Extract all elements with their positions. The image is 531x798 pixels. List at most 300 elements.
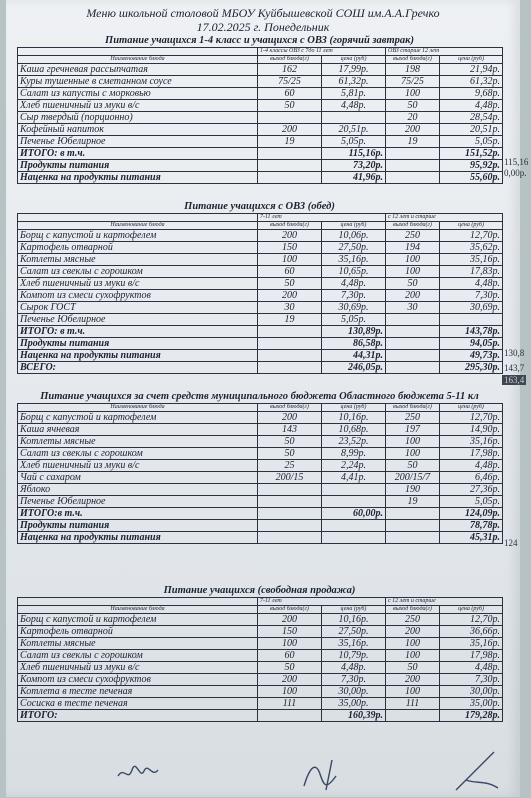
- total-label: ИТОГО: в т.ч.: [18, 326, 258, 338]
- menu-row: [18, 698, 503, 710]
- dish-name: Компот из смеси сухофруктов: [18, 674, 258, 686]
- column-header: выход блюда(г): [386, 404, 440, 412]
- menu-row: [18, 662, 503, 674]
- dish-price: 36,66р.: [440, 626, 503, 638]
- margin-note: 143,7: [504, 363, 525, 373]
- blank-cell: [386, 338, 440, 350]
- blank-cell: [386, 508, 440, 520]
- dish-name: Печенье Юбелирное: [18, 496, 258, 508]
- portion-weight: 19: [386, 136, 440, 148]
- menu-row: [18, 136, 503, 148]
- blank-cell: [258, 710, 322, 722]
- menu-row: [18, 472, 503, 484]
- dish-price: 35,16р.: [440, 254, 503, 266]
- dish-price: 4,48р.: [322, 100, 386, 112]
- menu-table: [17, 597, 503, 722]
- total-value: 86,58р.: [322, 338, 386, 350]
- menu-row: [18, 638, 503, 650]
- total-label: ВСЕГО:: [18, 362, 258, 374]
- section-budget-meals: [17, 390, 502, 544]
- portion-weight: [258, 496, 322, 508]
- dish-price: 10,16р.: [322, 614, 386, 626]
- dish-name: Салат из свеклы с горошком: [18, 448, 258, 460]
- portion-weight: 200/15/7: [386, 472, 440, 484]
- portion-weight: 50: [386, 100, 440, 112]
- total-value: 78,78р.: [440, 520, 503, 532]
- dish-price: 5,05р.: [440, 136, 503, 148]
- dish-price: 17,98р.: [440, 448, 503, 460]
- menu-row: [18, 436, 503, 448]
- portion-weight: 75/25: [386, 76, 440, 88]
- dish-name: Салат из капусты с морковью: [18, 88, 258, 100]
- total-value: 160,39р.: [322, 710, 386, 722]
- portion-weight: 100: [386, 88, 440, 100]
- menu-date: 17.02.2025 г. Понедельник: [196, 20, 330, 34]
- section-title: Питание учащихся с ОВЗ (обед): [184, 201, 335, 212]
- total-label: Продукты питания: [18, 520, 258, 532]
- portion-weight: 143: [258, 424, 322, 436]
- portion-weight: 200: [258, 230, 322, 242]
- total-value: 60,00р.: [322, 508, 386, 520]
- column-header: выход блюда(г): [386, 606, 440, 614]
- portion-weight: 100: [386, 638, 440, 650]
- group-label: ОВЗ старше 12 лет: [386, 48, 503, 56]
- group-header-row: [18, 214, 503, 222]
- margin-note: 124: [504, 538, 518, 548]
- portion-weight: 100: [386, 650, 440, 662]
- portion-weight: 200: [258, 290, 322, 302]
- portion-weight: 50: [386, 278, 440, 290]
- dish-name: Салат из свеклы с горошком: [18, 650, 258, 662]
- portion-weight: 198: [386, 64, 440, 76]
- portion-weight: 19: [258, 136, 322, 148]
- margin-note: 130,8: [504, 348, 525, 358]
- signature-mark: [116, 762, 166, 790]
- portion-weight: 100: [386, 436, 440, 448]
- blank-cell: [386, 520, 440, 532]
- menu-table: [17, 213, 503, 374]
- dish-name: Печенье Юбелирное: [18, 314, 258, 326]
- total-row: [18, 338, 503, 350]
- menu-row: [18, 686, 503, 698]
- portion-weight: 200: [258, 412, 322, 424]
- blank-cell: [258, 362, 322, 374]
- dish-price: 10,65р.: [322, 266, 386, 278]
- menu-row: [18, 254, 503, 266]
- blank-cell: [18, 598, 258, 606]
- dish-name: Картофель отварной: [18, 242, 258, 254]
- total-value: 130,89р.: [322, 326, 386, 338]
- margin-note: 0,00р.: [504, 168, 527, 178]
- menu-row: [18, 76, 503, 88]
- margin-note: 115,16: [504, 157, 529, 167]
- portion-weight: 250: [386, 230, 440, 242]
- portion-weight: 162: [258, 64, 322, 76]
- blank-cell: [386, 350, 440, 362]
- dish-price: 35,62р.: [440, 242, 503, 254]
- portion-weight: 200: [258, 614, 322, 626]
- dish-price: 4,48р.: [440, 662, 503, 674]
- portion-weight: [386, 314, 440, 326]
- dish-price: 12,70р.: [440, 230, 503, 242]
- menu-row: [18, 484, 503, 496]
- total-row: [18, 520, 503, 532]
- dish-name: Картофель отварной: [18, 626, 258, 638]
- total-value: 45,31р.: [440, 532, 503, 544]
- dish-price: 7,30р.: [322, 290, 386, 302]
- portion-weight: 200: [258, 124, 322, 136]
- total-row: [18, 710, 503, 722]
- column-header: выход блюда(г): [386, 56, 440, 64]
- column-header-row: [18, 606, 503, 614]
- menu-row: [18, 266, 503, 278]
- total-value: 49,73р.: [440, 350, 503, 362]
- portion-weight: 50: [258, 448, 322, 460]
- total-value: 115,16р.: [322, 148, 386, 160]
- dish-name: Хлеб пшеничный из муки в/с: [18, 662, 258, 674]
- dish-price: 27,36р.: [440, 484, 503, 496]
- blank-cell: [386, 160, 440, 172]
- dish-name: Котлета в тесте печеная: [18, 686, 258, 698]
- column-header: цена (руб): [322, 56, 386, 64]
- dish-price: 12,70р.: [440, 614, 503, 626]
- menu-row: [18, 112, 503, 124]
- portion-weight: [258, 112, 322, 124]
- portion-weight: 50: [258, 436, 322, 448]
- column-header: Наименование блюда: [18, 606, 258, 614]
- dish-price: 30,00р.: [322, 686, 386, 698]
- dish-price: [322, 112, 386, 124]
- dish-name: Борщ с капустой и картофелем: [18, 230, 258, 242]
- dish-name: Куры тушенные в сметанном соусе: [18, 76, 258, 88]
- column-header: цена (руб): [322, 404, 386, 412]
- portion-weight: 100: [386, 448, 440, 460]
- dish-price: 27,50р.: [322, 626, 386, 638]
- menu-row: [18, 626, 503, 638]
- total-label: Продукты питания: [18, 160, 258, 172]
- portion-weight: 200: [386, 124, 440, 136]
- blank-cell: [258, 160, 322, 172]
- section-free-sale: [17, 584, 502, 722]
- column-header-row: [18, 222, 503, 230]
- total-row: [18, 532, 503, 544]
- column-header: Наименование блюда: [18, 56, 258, 64]
- dish-name: Яблоко: [18, 484, 258, 496]
- dish-name: Салат из свеклы с горошком: [18, 266, 258, 278]
- total-row: [18, 172, 503, 184]
- portion-weight: 25: [258, 460, 322, 472]
- blank-cell: [386, 172, 440, 184]
- total-value: 44,31р.: [322, 350, 386, 362]
- total-label: Наценка на продукты питания: [18, 172, 258, 184]
- menu-row: [18, 124, 503, 136]
- dish-name: Хлеб пшеничный из муки в/с: [18, 278, 258, 290]
- total-row: [18, 160, 503, 172]
- dish-price: 61,32р.: [322, 76, 386, 88]
- dish-name: Хлеб пшеничный из муки в/с: [18, 100, 258, 112]
- group-label: 7-11 лет: [258, 214, 386, 222]
- total-label: ИТОГО: в т.ч.: [18, 148, 258, 160]
- dish-price: [440, 314, 503, 326]
- column-header: выход блюда(г): [386, 222, 440, 230]
- dish-price: 35,16р.: [322, 254, 386, 266]
- total-label: ИТОГО:: [18, 710, 258, 722]
- dish-name: Компот из смеси сухофруктов: [18, 290, 258, 302]
- column-header: цена (руб): [440, 404, 503, 412]
- portion-weight: 250: [386, 412, 440, 424]
- dish-price: 21,94р.: [440, 64, 503, 76]
- total-label: Продукты питания: [18, 338, 258, 350]
- column-header: выход блюда(г): [258, 56, 322, 64]
- dish-price: 17,83р.: [440, 266, 503, 278]
- portion-weight: 50: [258, 278, 322, 290]
- menu-row: [18, 412, 503, 424]
- total-value: 295,30р.: [440, 362, 503, 374]
- portion-weight: 60: [258, 88, 322, 100]
- portion-weight: 150: [258, 242, 322, 254]
- portion-weight: 100: [386, 266, 440, 278]
- portion-weight: 30: [258, 302, 322, 314]
- dish-name: Котлеты мясные: [18, 254, 258, 266]
- dish-name: Борщ с капустой и картофелем: [18, 614, 258, 626]
- menu-row: [18, 314, 503, 326]
- section-title: Питание учащихся 1-4 класс и учащихся с ОВЗ (горячий завтрак): [105, 35, 414, 46]
- menu-title: Меню школьной столовой МБОУ Куйбышевской СОШ им.А.А.Гречко: [86, 6, 440, 20]
- menu-row: [18, 230, 503, 242]
- dish-price: 10,06р.: [322, 230, 386, 242]
- portion-weight: 250: [386, 614, 440, 626]
- portion-weight: 200: [386, 290, 440, 302]
- portion-weight: 50: [386, 460, 440, 472]
- portion-weight: 200/15: [258, 472, 322, 484]
- dish-price: 20,51р.: [440, 124, 503, 136]
- dish-price: 10,16р.: [322, 412, 386, 424]
- dish-price: 17,99р.: [322, 64, 386, 76]
- menu-row: [18, 100, 503, 112]
- total-value: 41,96р.: [322, 172, 386, 184]
- dish-price: 5,05р.: [440, 496, 503, 508]
- total-value: [322, 532, 386, 544]
- section-title: Питание учащихся (свободная продажа): [163, 585, 356, 596]
- dish-price: 5,81р.: [322, 88, 386, 100]
- dish-price: 4,48р.: [322, 278, 386, 290]
- blank-cell: [18, 214, 258, 222]
- portion-weight: 197: [386, 424, 440, 436]
- group-header-row: [18, 598, 503, 606]
- dish-price: 30,69р.: [440, 302, 503, 314]
- total-value: [322, 520, 386, 532]
- dish-name: Каша гречневая рассыпчатая: [18, 64, 258, 76]
- signature-mark: [296, 756, 356, 796]
- dish-price: 4,48р.: [322, 662, 386, 674]
- dish-price: 61,32р.: [440, 76, 503, 88]
- portion-weight: 100: [386, 686, 440, 698]
- dish-name: Сыр твердый (порционно): [18, 112, 258, 124]
- blank-cell: [18, 48, 258, 56]
- column-header: Наименование блюда: [18, 222, 258, 230]
- dish-price: 2,24р.: [322, 460, 386, 472]
- dish-name: Кофейный напиток: [18, 124, 258, 136]
- portion-weight: 60: [258, 266, 322, 278]
- dish-price: 17,98р.: [440, 650, 503, 662]
- total-label: Наценка на продукты питания: [18, 350, 258, 362]
- portion-weight: 50: [258, 100, 322, 112]
- dish-price: 5,05р.: [322, 314, 386, 326]
- column-header: цена (руб): [440, 56, 503, 64]
- dish-price: 12,70р.: [440, 412, 503, 424]
- dish-price: 27,50р.: [322, 242, 386, 254]
- total-value: 143,78р.: [440, 326, 503, 338]
- total-row: [18, 362, 503, 374]
- total-value: 246,05р.: [322, 362, 386, 374]
- portion-weight: 50: [258, 662, 322, 674]
- blank-cell: [258, 148, 322, 160]
- blank-cell: [386, 532, 440, 544]
- group-label: с 12 лет и старше: [386, 214, 503, 222]
- section-title: Питание учащихся за счет средств муниципального бюджета Областного бюджета 5-11 кл: [40, 391, 479, 402]
- portion-weight: 100: [258, 254, 322, 266]
- group-label: 1-4 классы ОВЗ с 7до 11 лет: [258, 48, 386, 56]
- dish-name: Чай с сахаром: [18, 472, 258, 484]
- dish-name: Борщ с капустой и картофелем: [18, 412, 258, 424]
- dish-price: 35,00р.: [440, 698, 503, 710]
- menu-row: [18, 64, 503, 76]
- total-label: ИТОГО:в т.ч.: [18, 508, 258, 520]
- dish-price: 8,99р.: [322, 448, 386, 460]
- menu-table: [17, 403, 503, 544]
- portion-weight: 111: [386, 698, 440, 710]
- menu-row: [18, 496, 503, 508]
- portion-weight: 100: [258, 638, 322, 650]
- portion-weight: 111: [258, 698, 322, 710]
- column-header: цена (руб): [440, 222, 503, 230]
- menu-row: [18, 614, 503, 626]
- dish-price: 30,69р.: [322, 302, 386, 314]
- menu-table: [17, 47, 503, 184]
- portion-weight: 100: [258, 686, 322, 698]
- column-header: выход блюда(г): [258, 404, 322, 412]
- blank-cell: [386, 148, 440, 160]
- portion-weight: 194: [386, 242, 440, 254]
- menu-sheet: [6, 0, 529, 797]
- section-ovz-lunch: [17, 200, 502, 374]
- menu-row: [18, 242, 503, 254]
- menu-row: [18, 650, 503, 662]
- dish-price: 7,30р.: [322, 674, 386, 686]
- column-header: цена (руб): [322, 222, 386, 230]
- dish-name: Хлеб пшеничный из муки в/с: [18, 460, 258, 472]
- blank-cell: [258, 172, 322, 184]
- portion-weight: 19: [386, 496, 440, 508]
- dish-price: 35,16р.: [440, 638, 503, 650]
- dish-price: 9,68р.: [440, 88, 503, 100]
- dish-price: 4,48р.: [440, 100, 503, 112]
- menu-row: [18, 460, 503, 472]
- portion-weight: 20: [386, 112, 440, 124]
- dish-price: 4,48р.: [440, 460, 503, 472]
- portion-weight: 60: [258, 650, 322, 662]
- blank-cell: [386, 362, 440, 374]
- column-header: цена (руб): [322, 606, 386, 614]
- portion-weight: 200: [386, 626, 440, 638]
- portion-weight: 50: [386, 662, 440, 674]
- blank-cell: [258, 508, 322, 520]
- margin-note: 163,4: [504, 375, 525, 385]
- dish-price: 35,16р.: [322, 638, 386, 650]
- signature-mark: [446, 750, 506, 798]
- dish-price: 20,51р.: [322, 124, 386, 136]
- dish-price: 35,00р.: [322, 698, 386, 710]
- total-value: 124,09р.: [440, 508, 503, 520]
- menu-row: [18, 674, 503, 686]
- column-header-row: [18, 56, 503, 64]
- dish-price: [322, 484, 386, 496]
- portion-weight: 200: [258, 674, 322, 686]
- total-value: 73,20р.: [322, 160, 386, 172]
- portion-weight: 30: [386, 302, 440, 314]
- total-row: [18, 326, 503, 338]
- portion-weight: 190: [386, 484, 440, 496]
- group-label: с 12 лет и старше: [386, 598, 503, 606]
- column-header: выход блюда(г): [258, 222, 322, 230]
- dish-price: 35,16р.: [440, 436, 503, 448]
- dish-price: 14,90р.: [440, 424, 503, 436]
- total-row: [18, 148, 503, 160]
- menu-row: [18, 302, 503, 314]
- total-value: 95,92р.: [440, 160, 503, 172]
- dish-name: Каша ячневая: [18, 424, 258, 436]
- dish-price: [322, 496, 386, 508]
- dish-name: Котлеты мясные: [18, 436, 258, 448]
- total-value: 94,05р.: [440, 338, 503, 350]
- dish-price: 7,30р.: [440, 290, 503, 302]
- dish-price: 5,05р.: [322, 136, 386, 148]
- column-header: Наименование блюда: [18, 404, 258, 412]
- blank-cell: [258, 338, 322, 350]
- blank-cell: [258, 532, 322, 544]
- dish-price: 7,30р.: [440, 674, 503, 686]
- total-value: 151,52р.: [440, 148, 503, 160]
- dish-name: Котлеты мясные: [18, 638, 258, 650]
- portion-weight: 100: [386, 254, 440, 266]
- portion-weight: 75/25: [258, 76, 322, 88]
- dish-price: 10,79р.: [322, 650, 386, 662]
- total-value: 55,60р.: [440, 172, 503, 184]
- portion-weight: 200: [386, 674, 440, 686]
- column-header-row: [18, 404, 503, 412]
- group-label: 7-11 лет: [258, 598, 386, 606]
- blank-cell: [258, 520, 322, 532]
- portion-weight: [258, 484, 322, 496]
- blank-cell: [386, 710, 440, 722]
- dish-price: 4,41р.: [322, 472, 386, 484]
- portion-weight: 19: [258, 314, 322, 326]
- group-header-row: [18, 48, 503, 56]
- menu-row: [18, 290, 503, 302]
- menu-row: [18, 88, 503, 100]
- total-row: [18, 508, 503, 520]
- blank-cell: [386, 326, 440, 338]
- dish-price: 23,52р.: [322, 436, 386, 448]
- dish-price: 10,68р.: [322, 424, 386, 436]
- total-value: 179,28р.: [440, 710, 503, 722]
- portion-weight: 150: [258, 626, 322, 638]
- total-label: Наценка на продукты питания: [18, 532, 258, 544]
- dish-price: 4,48р.: [440, 278, 503, 290]
- column-header: цена (руб): [440, 606, 503, 614]
- blank-cell: [258, 326, 322, 338]
- dish-price: 6,46р.: [440, 472, 503, 484]
